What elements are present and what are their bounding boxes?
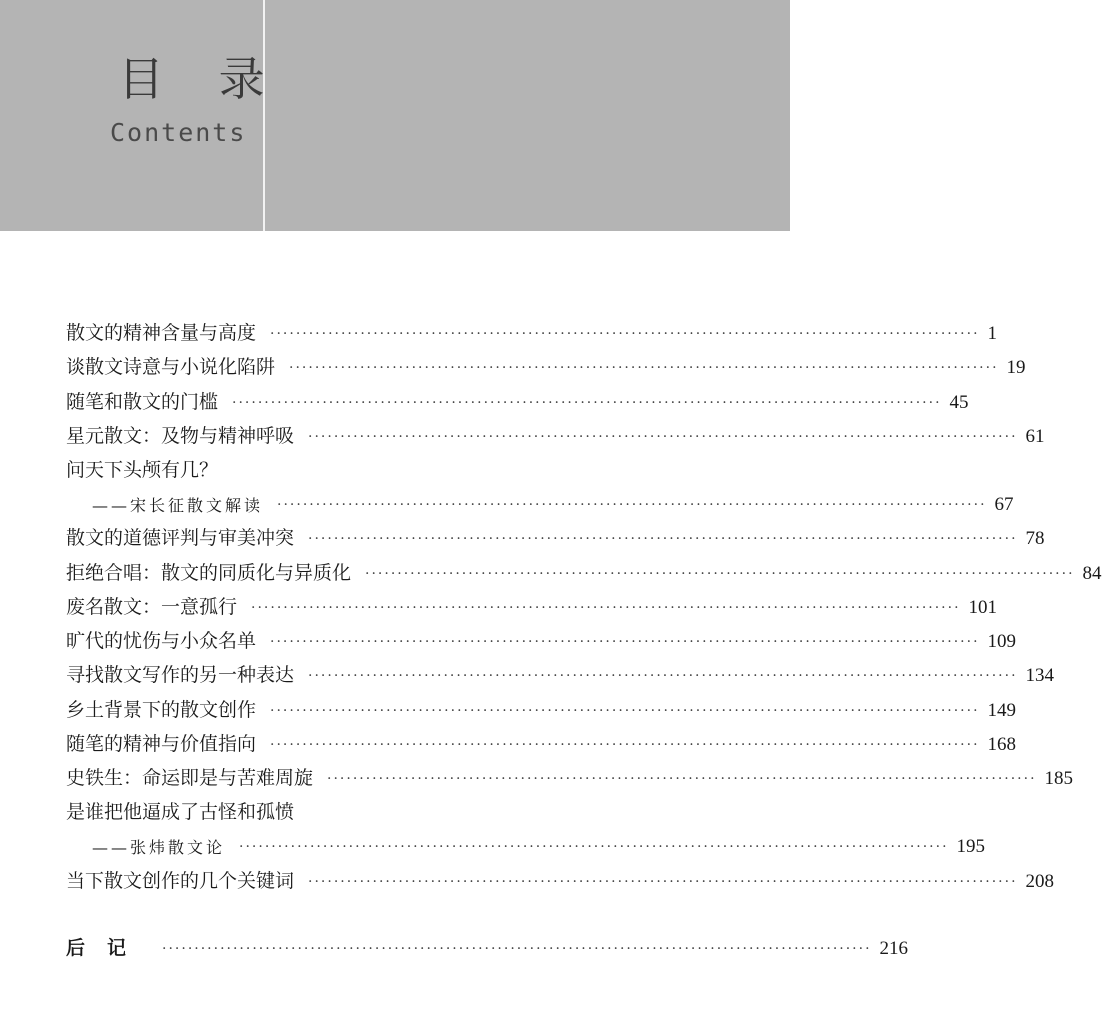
toc-entry-title: 随笔和散文的门槛 [66,391,219,413]
dot-leader: ·············································································································· [162,941,872,957]
toc-entry-title: 废名散文：一意孤行 [66,596,238,618]
toc-entry-page: 185 [1044,768,1074,789]
toc-entry-page: 45 [949,392,969,413]
toc-entry-heading[interactable] [66,788,742,822]
dot-leader: ·············································································································· [289,360,999,376]
toc-afterword[interactable] [66,924,909,959]
dot-leader: ·············································································································· [270,703,980,719]
toc-entry-page: 78 [1025,528,1045,549]
toc-entry[interactable] [66,617,1017,652]
toc-entry-page: 109 [987,631,1017,652]
toc-entry[interactable] [66,651,1055,686]
toc-entry-title: ——张炜散文论 [92,838,226,857]
page-title: 目 录 [118,52,285,106]
page-subtitle: Contents [110,118,247,147]
toc-entry-title: 散文的精神含量与高度 [66,322,257,344]
toc-entry[interactable] [66,378,969,413]
toc-entry-title: 星元散文：及物与精神呼吸 [66,425,295,447]
dot-leader: ·············································································································· [232,395,942,411]
toc-entry-title: 随笔的精神与价值指向 [66,733,257,755]
toc-entry-page: 67 [994,494,1014,515]
dot-leader: ·············································································································· [251,600,961,616]
toc-entry-page: 101 [968,597,998,618]
dot-leader: ·············································································································· [327,771,1037,787]
toc-entry[interactable] [66,686,1017,721]
toc-entry-title: 寻找散文写作的另一种表达 [66,664,295,686]
toc-entry-page: 149 [987,700,1017,721]
toc-afterword-page: 216 [879,938,909,959]
toc-entry-title: 散文的道德评判与审美冲突 [66,527,295,549]
toc-entry-heading[interactable] [66,446,742,480]
toc-entry-page: 208 [1025,871,1055,892]
toc-entry-title: 问天下头颅有几？ [66,459,219,481]
header-divider [263,0,265,231]
toc-entry[interactable] [66,514,1045,549]
toc-entry[interactable] [66,857,1055,892]
toc-entry-page: 134 [1025,665,1055,686]
toc-entry[interactable] [66,309,998,344]
toc-entry-subtitle[interactable] [66,480,1014,515]
dot-leader: ·············································································································· [270,326,980,342]
toc-entry[interactable] [66,412,1045,447]
toc-entry[interactable] [66,583,998,618]
header-band [0,0,790,231]
toc-entry-page: 195 [956,836,986,857]
toc-entry[interactable] [66,343,1026,378]
toc-entry-page: 19 [1006,357,1026,378]
dot-leader: ·············································································································· [239,839,949,855]
toc-entry-title: 史铁生：命运即是与苦难周旋 [66,767,314,789]
toc-entry[interactable] [66,720,1017,755]
toc-entry-page: 168 [987,734,1017,755]
dot-leader: ·············································································································· [270,634,980,650]
dot-leader: ·············································································································· [277,497,987,513]
toc-entry[interactable] [66,754,1074,789]
dot-leader: ·············································································································· [270,737,980,753]
toc-entry-title: 拒绝合唱：散文的同质化与异质化 [66,562,352,584]
toc-entry[interactable] [66,549,1102,584]
toc-entry-page: 84 [1082,563,1102,584]
toc-entry-page: 61 [1025,426,1045,447]
toc-entry-page: 1 [987,323,998,344]
toc-entry-subtitle[interactable] [66,822,986,857]
dot-leader: ·············································································································· [308,668,1018,684]
dot-leader: ·············································································································· [308,429,1018,445]
dot-leader: ·············································································································· [308,874,1018,890]
toc-afterword-title: 后记 [66,937,149,959]
toc-entry-title: 谈散文诗意与小说化陷阱 [66,356,276,378]
toc-entry-title: 旷代的忧伤与小众名单 [66,630,257,652]
toc-entry-title: ——宋长征散文解读 [92,496,264,515]
dot-leader: ·············································································································· [308,531,1018,547]
toc-entry-title: 是谁把他逼成了古怪和孤愤 [66,801,295,823]
toc-entry-title: 当下散文创作的几个关键词 [66,870,295,892]
dot-leader: ·············································································································· [365,566,1075,582]
toc-entry-title: 乡土背景下的散文创作 [66,699,257,721]
